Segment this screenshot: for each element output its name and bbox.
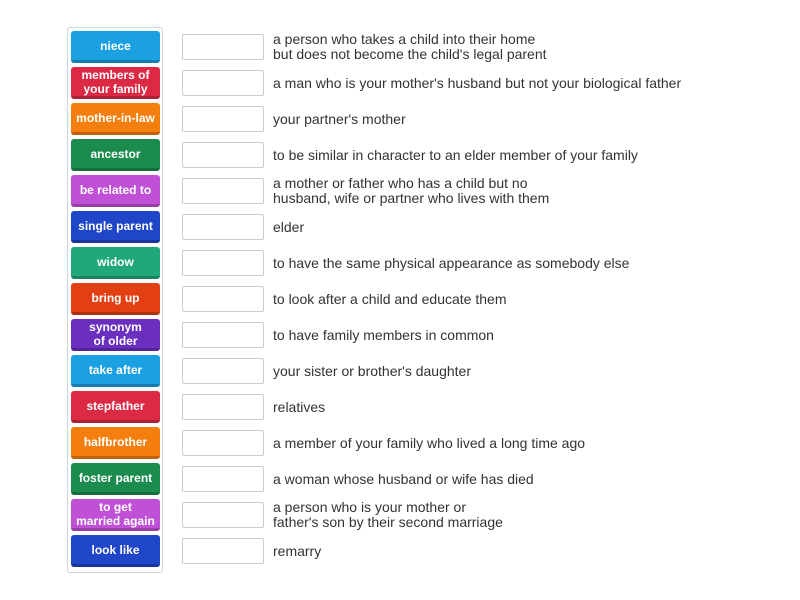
definition-text: to be similar in character to an elder member of your family: [273, 146, 638, 163]
word-tile[interactable]: take after: [71, 355, 160, 387]
definition-text: remarry: [273, 542, 322, 559]
answer-drop-slot[interactable]: [182, 502, 264, 528]
word-tile[interactable]: single parent: [71, 211, 160, 243]
answer-drop-slot[interactable]: [182, 538, 264, 564]
definition-text: to have family members in common: [273, 326, 494, 343]
word-tile[interactable]: widow: [71, 247, 160, 279]
answer-drop-slot[interactable]: [182, 142, 264, 168]
word-tile[interactable]: synonym of older: [71, 319, 160, 351]
definition-text: relatives: [273, 398, 326, 415]
answer-drop-slot[interactable]: [182, 70, 264, 96]
word-tile[interactable]: to get married again: [71, 499, 160, 531]
definition-text: your sister or brother's daughter: [273, 362, 471, 379]
answer-drop-slot[interactable]: [182, 106, 264, 132]
definition-text: a woman whose husband or wife has died: [273, 470, 534, 487]
answer-drop-slot[interactable]: [182, 430, 264, 456]
word-tile[interactable]: bring up: [71, 283, 160, 315]
word-tile[interactable]: members of your family: [71, 67, 160, 99]
word-tile[interactable]: foster parent: [71, 463, 160, 495]
definition-text: a person who takes a child into their home but does not become the child's legal parent: [273, 31, 547, 62]
answer-drop-slot[interactable]: [182, 34, 264, 60]
word-tile[interactable]: be related to: [71, 175, 160, 207]
definition-text: to have the same physical appearance as somebody else: [273, 254, 630, 271]
definition-text: a man who is your mother's husband but not your biological father: [273, 74, 682, 91]
answer-drop-slot[interactable]: [182, 214, 264, 240]
word-tile[interactable]: look like: [71, 535, 160, 567]
answer-drop-slot[interactable]: [182, 250, 264, 276]
word-tile[interactable]: halfbrother: [71, 427, 160, 459]
definition-text: to look after a child and educate them: [273, 290, 507, 307]
definition-text: your partner's mother: [273, 110, 406, 127]
answer-drop-slot[interactable]: [182, 358, 264, 384]
answer-drop-slot[interactable]: [182, 322, 264, 348]
answer-drop-slot[interactable]: [182, 286, 264, 312]
word-tile[interactable]: stepfather: [71, 391, 160, 423]
answer-drop-slot[interactable]: [182, 466, 264, 492]
definition-text: elder: [273, 218, 305, 235]
word-tile[interactable]: niece: [71, 31, 160, 63]
word-tile[interactable]: ancestor: [71, 139, 160, 171]
definition-text: a person who is your mother or father's son by their second marriage: [273, 499, 503, 530]
answer-drop-slot[interactable]: [182, 178, 264, 204]
word-tile[interactable]: mother-in-law: [71, 103, 160, 135]
answer-drop-slot[interactable]: [182, 394, 264, 420]
definition-text: a member of your family who lived a long time ago: [273, 434, 586, 451]
definition-text: a mother or father who has a child but no husband, wife or partner who lives with them: [273, 175, 550, 206]
